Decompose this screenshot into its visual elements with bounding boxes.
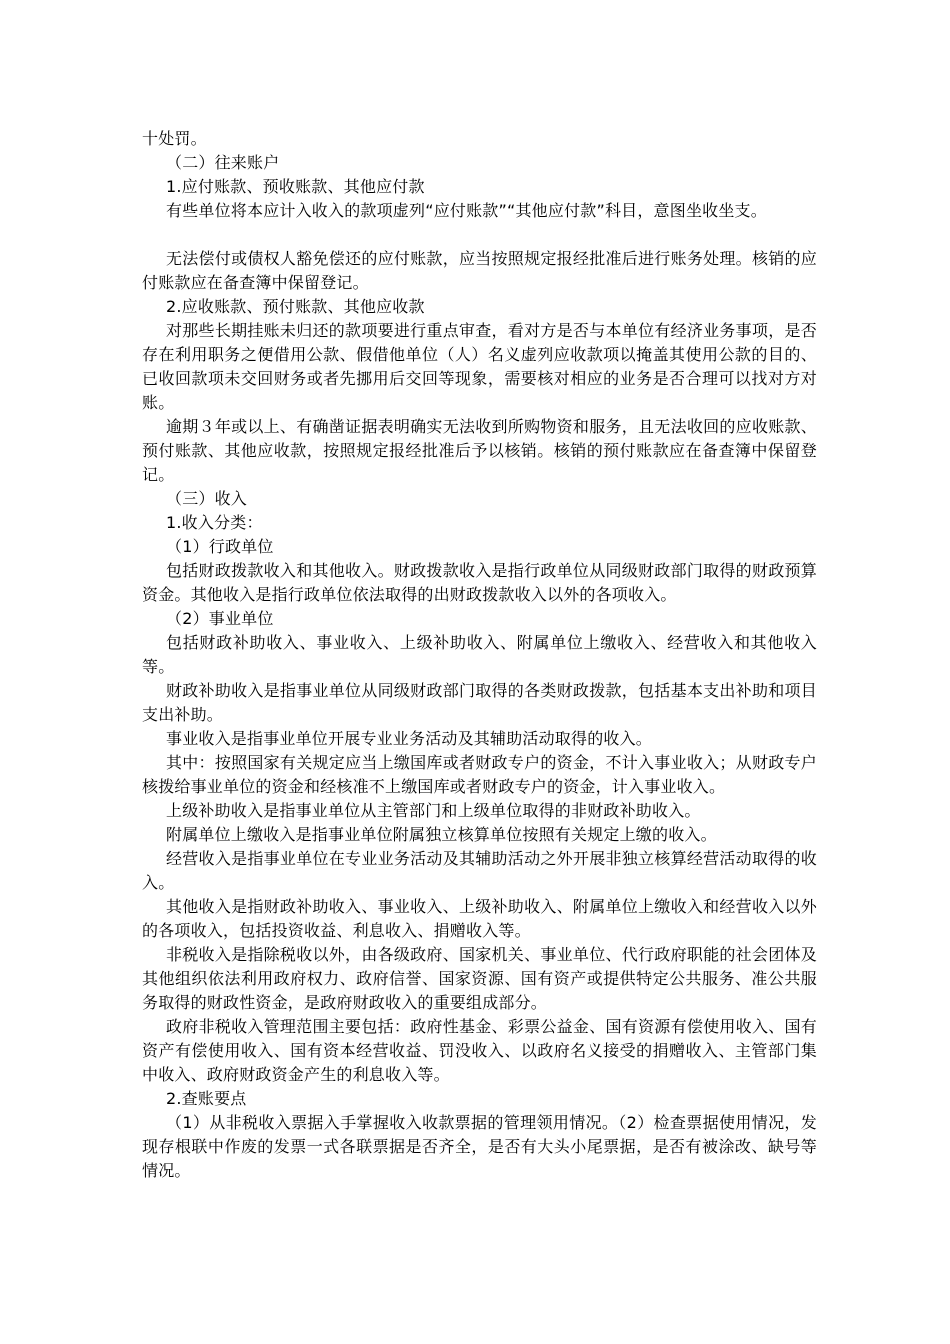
paragraph: 其他收入是指财政补助收入、事业收入、上级补助收入、附属单位上缴收入和经营收入以外的各项收入，包括投资收益、利息收入、捐赠收入等。 [142, 897, 817, 940]
paragraph: 逾期３年或以上、有确凿证据表明确实无法收到所购物资和服务，且无法收回的应收账款、预付账款、其他应收款，按照规定报经批准后予以核销。核销的预付账款应在备查簿中保留登记。 [142, 417, 817, 484]
paragraph: 十处罚。 [142, 129, 207, 148]
paragraph: 无法偿付或债权人豁免偿还的应付账款，应当按照规定报经批准后进行账务处理。核销的应付账款应在备查簿中保留登记。 [142, 249, 817, 292]
paragraph: 附属单位上缴收入是指事业单位附属独立核算单位按照有关规定上缴的收入。 [166, 825, 717, 844]
document-body [142, 127, 817, 1183]
paragraph: 政府非税收入管理范围主要包括：政府性基金、彩票公益金、国有资源有偿使用收入、国有资产有偿使用收入、国有资本经营收益、罚没收入、以政府名义接受的捐赠收入、主管部门集中收入、政府财政资金产生的利息收入等。 [142, 1017, 817, 1084]
subsection-heading: （1）行政单位 [166, 537, 274, 556]
subsection-heading: 1.应付账款、预收账款、其他应付款 [166, 177, 425, 196]
paragraph: 上级补助收入是指事业单位从主管部门和上级单位取得的非财政补助收入。 [166, 801, 701, 820]
paragraph: 对那些长期挂账未归还的款项要进行重点审查，看对方是否与本单位有经济业务事项，是否存在利用职务之便借用公款、假借他单位（人）名义虚列应收款项以掩盖其使用公款的目的、已收回款项未交回财务或者先挪用后交回等现象，需要核对相应的业务是否合理可以找对方对账。 [142, 321, 817, 412]
paragraph: 事业收入是指事业单位开展专业业务活动及其辅助活动取得的收入。 [166, 729, 653, 748]
subsection-heading: 1.收入分类： [166, 513, 263, 532]
paragraph: 经营收入是指事业单位在专业业务活动及其辅助活动之外开展非独立核算经营活动取得的收入。 [142, 849, 817, 892]
paragraph: 非税收入是指除税收以外，由各级政府、国家机关、事业单位、代行政府职能的社会团体及其他组织依法利用政府权力、政府信誉、国家资源、国有资产或提供特定公共服务、准公共服务取得的财政性资金，是政府财政收入的重要组成部分。 [142, 945, 817, 1012]
subsection-heading: 2.应收账款、预付账款、其他应收款 [166, 297, 425, 316]
blank-line [142, 223, 817, 247]
subsection-heading: 2.查账要点 [166, 1089, 247, 1108]
paragraph: 包括财政补助收入、事业收入、上级补助收入、附属单位上缴收入、经营收入和其他收入等。 [142, 633, 817, 676]
section-heading: （二）往来账户 [166, 153, 280, 172]
subsection-heading: （2）事业单位 [166, 609, 274, 628]
paragraph: 有些单位将本应计入收入的款项虚列“应付账款”“其他应付款”科目，意图坐收坐支。 [166, 201, 767, 220]
paragraph: 包括财政拨款收入和其他收入。财政拨款收入是指行政单位从同级财政部门取得的财政预算资金。其他收入是指行政单位依法取得的出财政拨款收入以外的各项收入。 [142, 561, 817, 604]
paragraph: 其中：按照国家有关规定应当上缴国库或者财政专户的资金，不计入事业收入；从财政专户核拨给事业单位的资金和经核准不上缴国库或者财政专户的资金，计入事业收入。 [142, 753, 817, 796]
section-heading: （三）收入 [166, 489, 248, 508]
paragraph: 财政补助收入是指事业单位从同级财政部门取得的各类财政拨款，包括基本支出补助和项目支出补助。 [142, 681, 817, 724]
paragraph: （1）从非税收入票据入手掌握收入收款票据的管理领用情况。（2）检查票据使用情况，发现存根联中作废的发票一式各联票据是否齐全，是否有大头小尾票据，是否有被涂改、缺号等情况。 [142, 1113, 817, 1180]
